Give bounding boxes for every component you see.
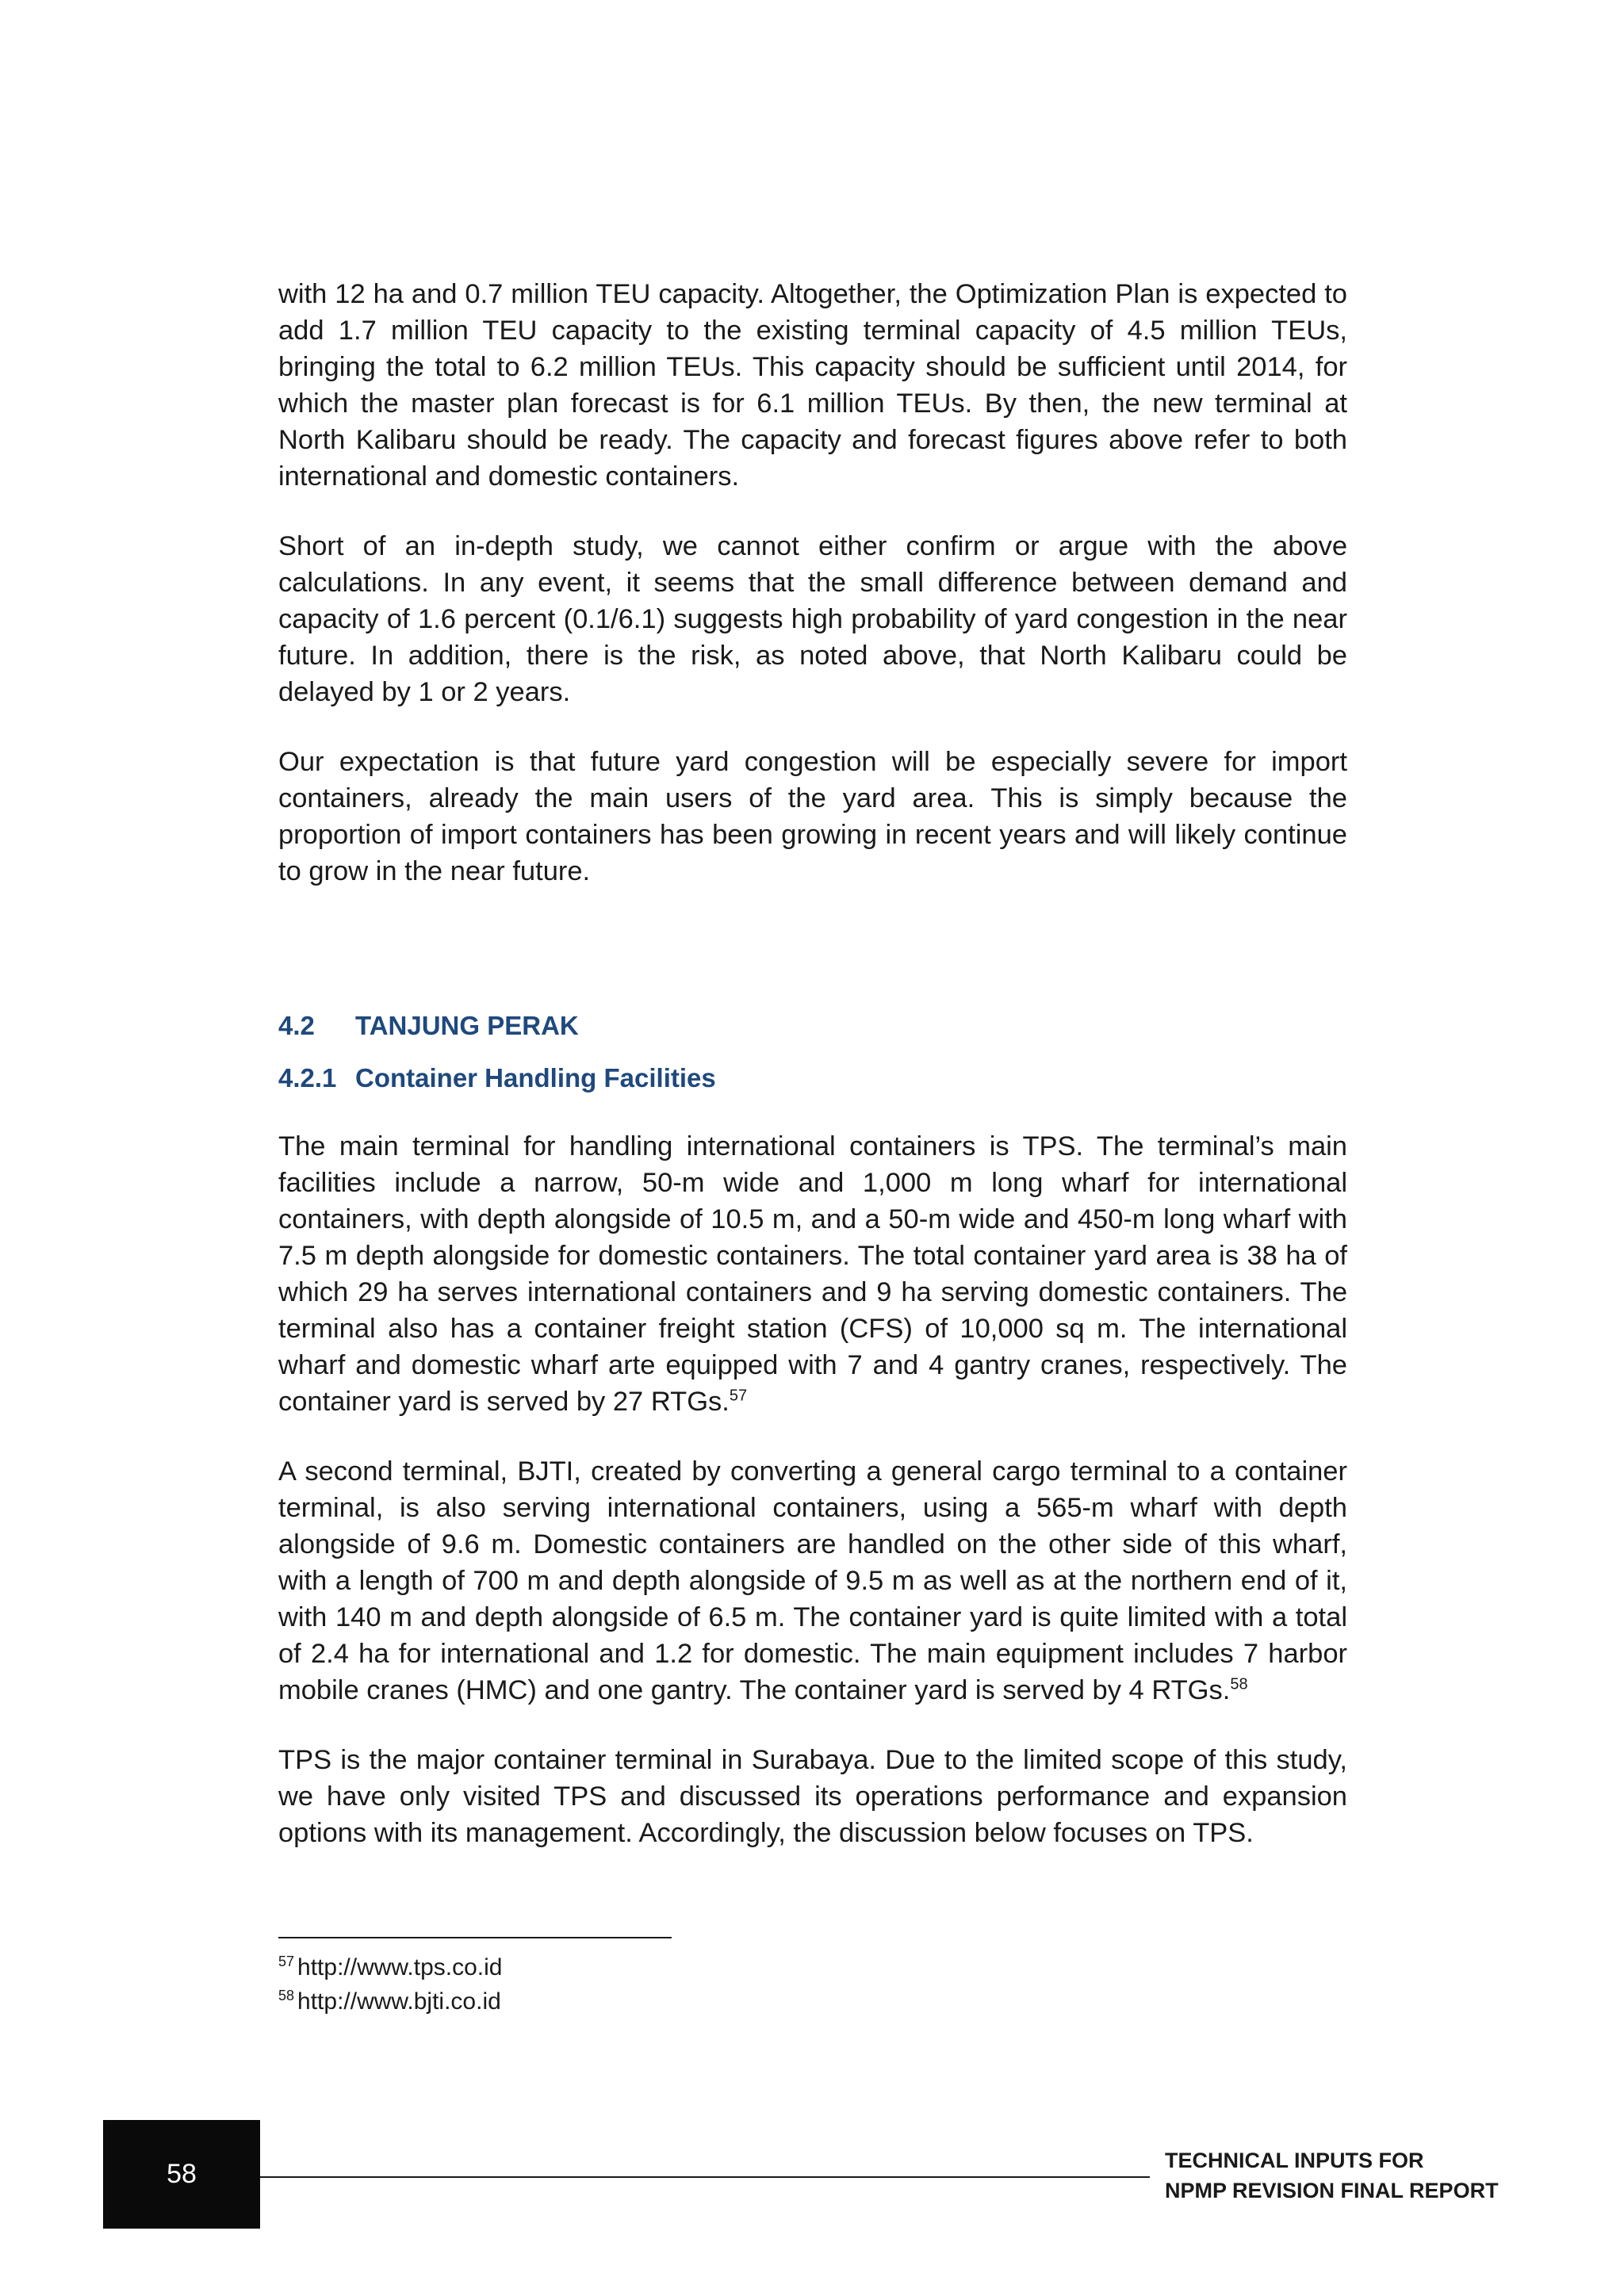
footnote-marker: 57 (278, 1954, 295, 1969)
footer-report-title (1165, 2145, 1609, 2206)
paragraph-tps-terminal (278, 1128, 1347, 1420)
section-heading (278, 1008, 1347, 1044)
section-number: 4.2 (278, 1011, 315, 1040)
footnote-separator (278, 1937, 672, 1938)
paragraph-in-depth-study: Short of an in-depth study, we cannot either confirm or argue with the above calculations. In any event, it seems that the small difference between demand and capacity of 1.6 percent (0.1/6.1) suggests high probability of yard congestion in the near future. In addition, there is the risk, as noted above, that North Kalibaru could be delayed by 1 or 2 years. (278, 531, 1347, 707)
paragraph-yard-congestion: Our expectation is that future yard congestion will be especially severe for import containers, already the main users of the yard area. This is simply because the proportion of import containers has been growing in recent years and will likely continue to grow in the near future. (278, 747, 1347, 886)
page-number: 58 (167, 2159, 197, 2189)
footer-divider (260, 2176, 1150, 2178)
section-title: TANJUNG PERAK (355, 1011, 579, 1040)
section-spacer (278, 923, 1347, 1008)
footnote-link[interactable]: http://www.bjti.co.id (297, 1988, 501, 2015)
paragraph-tps-focus: TPS is the major container terminal in Surabaya. Due to the limited scope of this study, we have only visited TPS and discussed its operations performance and expansion options with its management. Accordingly, the discussion below focuses on TPS. (278, 1745, 1347, 1848)
subsection-heading (278, 1060, 1347, 1096)
footnote-item (278, 1950, 1071, 1984)
paragraph-bjti-terminal (278, 1453, 1347, 1709)
page-number-box (103, 2120, 260, 2229)
footer-title-line-2: NPMP REVISION FINAL REPORT (1165, 2179, 1499, 2202)
paragraph-optimization-plan: with 12 ha and 0.7 million TEU capacity. Altogether, the Optimization Plan is expected to add 1.7 million TEU capacity to the existing terminal capacity of 4.5 million TEUs, bringing the total to 6.2 million TEUs. This capacity should be sufficient until 2014, for which the master plan forecast is for 6.1 million TEUs. By then, the new terminal at North Kalibaru should be ready. The capacity and forecast figures above refer to both international and domestic containers. (278, 279, 1347, 492)
footnotes (278, 1950, 1071, 2019)
main-content (278, 276, 1347, 1885)
footnote-ref-57[interactable]: 57 (729, 1387, 748, 1405)
subsection-title: Container Handling Facilities (355, 1063, 716, 1093)
subsection-number: 4.2.1 (278, 1063, 337, 1093)
footnote-ref-58[interactable]: 58 (1230, 1675, 1248, 1693)
paragraph-bjti-text: A second terminal, BJTI, created by converting a general cargo terminal to a container terminal, is also serving international containers, using a 565-m wharf with depth alongside of 9.6 m. Domestic containers are handled on the other side of this wharf, with a length of 700 m and depth alongside of 9.5 m as well as at the northern end of it, with 140 m and depth alongside of 6.5 m. The container yard is quite limited with a total of 2.4 ha for international and 1.2 for domestic. The main equipment includes 7 harbor mobile cranes (HMC) and one gantry. The container yard is served by 4 RTGs. (278, 1456, 1347, 1705)
footer-title-line-1: TECHNICAL INPUTS FOR (1165, 2149, 1424, 2172)
footnote-marker: 58 (278, 1988, 295, 2003)
paragraph-tps-text: The main terminal for handling international containers is TPS. The terminal’s main facilities include a narrow, 50-m wide and 1,000 m long wharf for international containers, with depth alongside of 10.5 m, and a 50-m wide and 450-m long wharf with 7.5 m depth alongside for domestic containers. The total container yard area is 38 ha of which 29 ha serves international containers and 9 ha serving domestic containers. The terminal also has a container freight station (CFS) of 10,000 sq m. The international wharf and domestic wharf arte equipped with 7 and 4 gantry cranes, respectively. The container yard is served by 27 RTGs. (278, 1131, 1347, 1417)
footnote-item (278, 1984, 1071, 2019)
footnote-link[interactable]: http://www.tps.co.id (297, 1954, 503, 1980)
